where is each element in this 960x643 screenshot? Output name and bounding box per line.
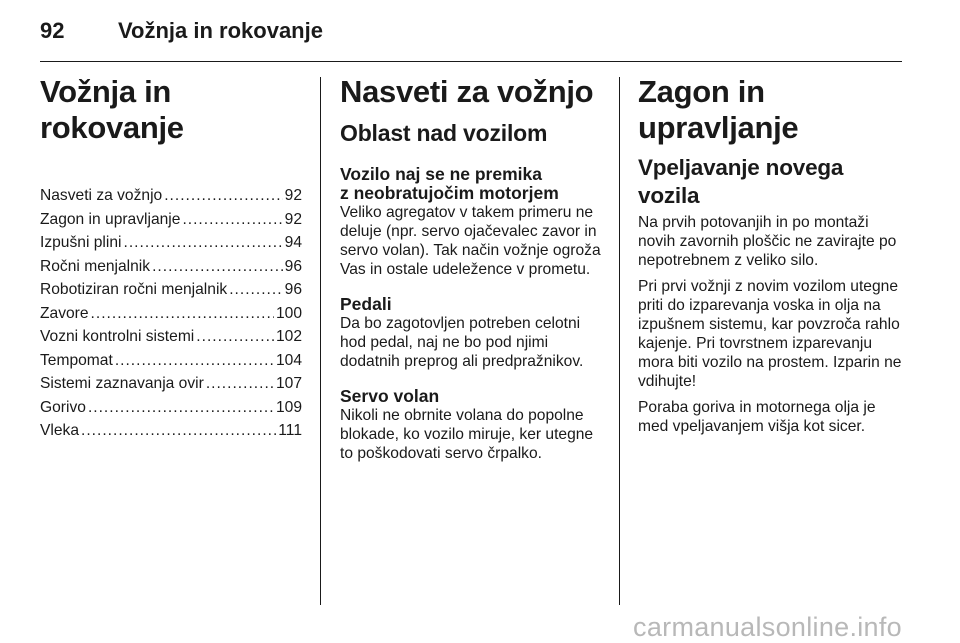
toc-entry[interactable] (40, 349, 302, 373)
toc-page: 111 (278, 422, 302, 439)
paragraph: Na prvih potovanjih in po montaži novih zavornih ploščic ne zavirajte po nepotrebnem z veliko silo. (638, 214, 897, 269)
toc-leader (115, 349, 274, 373)
toc-entry[interactable] (40, 278, 302, 302)
toc-leader (196, 325, 274, 349)
toc-page: 107 (275, 375, 302, 392)
toc-page: 92 (284, 187, 302, 204)
topic-heading: Pedali (340, 294, 392, 314)
watermark: carmanualsonline.info (633, 612, 902, 642)
toc-page: 92 (284, 210, 302, 228)
toc-page: 94 (284, 234, 302, 251)
toc-entry[interactable] (40, 208, 302, 232)
topic-heading: Servo volan (340, 386, 440, 406)
subsection-pedals (340, 295, 602, 371)
column-divider-1 (320, 77, 321, 605)
toc-leader (81, 419, 276, 443)
toc-label: Izpušni plini (40, 234, 122, 251)
paragraph: Poraba goriva in motornega olja je med vpeljavanjem višja kot sicer. (638, 399, 876, 435)
toc-label: Vleka (40, 422, 80, 439)
topic-heading (340, 165, 602, 203)
subsection-title: Vpeljavanje novega vozila (638, 155, 844, 208)
topic-body: Nikoli ne obrnite volana do popolne blokade, ko vozilo miruje, ker utegne to poškodovati servo črpalko. (340, 407, 594, 462)
toc-leader (91, 302, 274, 326)
toc-label: Ročni menjalnik (40, 257, 151, 275)
toc-label: Zagon in upravljanje (40, 210, 181, 228)
topic-body: Da bo zagotovljen potreben celotni hod pedal, naj ne bo pod njimi dodatnih preprog ali predpražnikov. (340, 315, 584, 370)
toc-leader (123, 231, 282, 255)
toc-page: 96 (284, 257, 302, 275)
toc-leader (152, 255, 283, 279)
toc-entry[interactable] (40, 184, 302, 208)
driving-hints-column (340, 74, 602, 463)
topic-heading-line: Vozilo naj se ne premika (340, 164, 542, 184)
toc-page: 100 (275, 304, 302, 322)
toc-entry[interactable] (40, 302, 302, 326)
toc-label: Robotiziran ročni menjalnik (40, 281, 228, 298)
toc-entry[interactable] (40, 396, 302, 420)
toc-entry[interactable] (40, 419, 302, 443)
toc-entry[interactable] (40, 255, 302, 279)
topic-heading-line: z neobratujočim motorjem (340, 183, 559, 203)
toc-leader (88, 396, 274, 420)
subsection-stationary-vehicle (340, 165, 602, 279)
chapter-title: Vožnja in rokovanje (40, 74, 184, 145)
toc-label: Tempomat (40, 351, 113, 369)
starting-operating-column (638, 74, 902, 436)
subsection-power-steering (340, 387, 602, 463)
toc-leader (206, 372, 274, 396)
paragraph: Pri prvi vožnji z novim vozilom utegne priti do izparevanja voska in olja na izpušnem sistemu, kar povzroča rahlo kajenje. Pri tovrstnem izparevanju mora biti vozilo na prostem. Izparin ne vdihujte! (638, 278, 902, 390)
toc-label: Sistemi zaznavanja ovir (40, 375, 204, 392)
toc-page: 109 (275, 398, 302, 416)
column-divider-2 (619, 77, 620, 605)
toc-label: Zavore (40, 304, 89, 322)
toc-entry[interactable] (40, 325, 302, 349)
toc-leader (164, 184, 282, 208)
toc-page: 104 (275, 351, 302, 369)
running-head: Vožnja in rokovanje (118, 18, 323, 43)
toc-entry[interactable] (40, 231, 302, 255)
header-rule (40, 61, 902, 62)
toc-leader (229, 278, 282, 302)
toc-label: Nasveti za vožnjo (40, 187, 163, 204)
toc-leader (182, 208, 282, 232)
toc-page: 96 (284, 281, 302, 298)
chapter-contents-column (40, 74, 302, 443)
section-title: Nasveti za vožnjo (340, 74, 594, 109)
toc-label: Gorivo (40, 398, 86, 416)
topic-body: Veliko agregatov v takem primeru ne deluje (npr. servo ojačevalec zavor in servo volan). Tak način vožnje ogroža Vas in ostale udeležence v prometu. (340, 204, 601, 278)
section-title: Zagon in upravljanje (638, 74, 799, 145)
page-number: 92 (40, 18, 65, 43)
subsection-title: Oblast nad vozilom (340, 120, 548, 146)
toc-entry[interactable] (40, 372, 302, 396)
toc-page: 102 (275, 328, 302, 345)
table-of-contents (40, 184, 302, 443)
toc-label: Vozni kontrolni sistemi (40, 328, 195, 345)
